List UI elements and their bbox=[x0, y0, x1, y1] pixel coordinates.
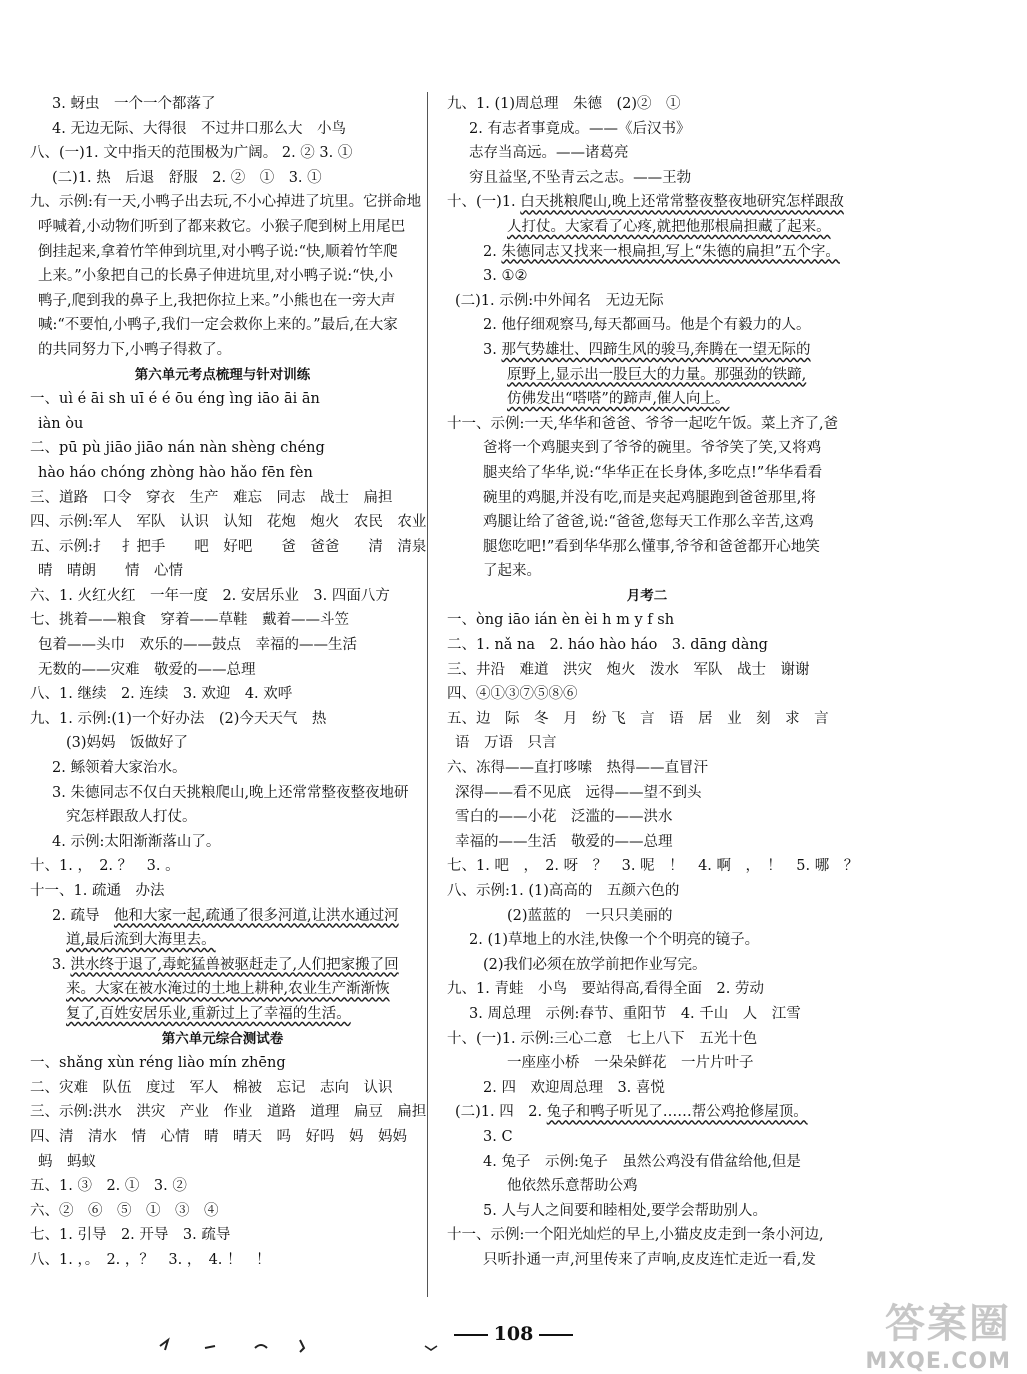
answer-line: 二、1. nǎ na 2. háo hào háo 3. dāng dàng bbox=[447, 637, 768, 654]
answer-line: 十一、1. 疏通 办法 bbox=[30, 883, 165, 899]
answer-line: 八、1. 继续 2. 连续 3. 欢迎 4. 欢呼 bbox=[30, 686, 293, 703]
watermark bbox=[865, 1292, 1011, 1374]
answer-line: 上来。”小象把自己的长鼻子伸进坑里,对小鸭子说:“快,小 bbox=[38, 268, 394, 285]
answer-line: 七、1. 吧 ， 2. 呀 ？ 3. 呢 ！ 4. 啊 ， ！ 5. 哪 ？ bbox=[447, 858, 859, 875]
answer-line: 一、òng iāo ián èn èi h m y f sh bbox=[447, 612, 675, 629]
answer-line: 七、挑着——粮食 穿着——草鞋 戴着——斗笠 bbox=[30, 612, 349, 629]
answer-line bbox=[447, 387, 847, 412]
answer-line: 3. 周总理 示例:春节、重阳节 4. 千山 人 江雪 bbox=[469, 1005, 801, 1022]
answer-line: 2. 朱德同志又找来一根扁担,写上“朱德的扁担”五个字。 bbox=[483, 243, 840, 260]
answer-line bbox=[447, 215, 847, 240]
answer-line: 四、④①③⑦⑤⑧⑥ bbox=[447, 686, 578, 703]
answer-line bbox=[30, 977, 415, 1002]
underlined-text: 原野上,显示出一股巨大的力量。那强劲的铁蹄, bbox=[507, 366, 807, 383]
answer-line: 三、井沿 难道 洪灾 炮火 泼水 军队 战士 谢谢 bbox=[447, 661, 810, 678]
answer-line: 2. 有志者事竟成。——《后汉书》 bbox=[469, 120, 691, 137]
answer-line: iàn òu bbox=[38, 415, 84, 432]
underlined-text: 白天挑粮爬山,晚上还常常整夜整夜地研究怎样跟敌 bbox=[520, 194, 844, 211]
underlined-text: 复了,百姓安居乐业,重新过上了幸福的生活。 bbox=[66, 1005, 351, 1022]
section-heading: 第六单元综合测试卷 bbox=[161, 1030, 284, 1047]
answer-line: 十、(一)1. 白天挑粮爬山,晚上还常常整夜整夜地研究怎样跟敌 bbox=[447, 194, 844, 211]
answer-line: 鸭子,爬到我的鼻子上,我把你拉上来。”小熊也在一旁大声 bbox=[38, 292, 396, 309]
answer-line: 鸡腿让给了爸爸,说:“爸爸,您每天工作那么辛苦,这鸡 bbox=[483, 514, 814, 531]
answer-line: 一、uì é āi sh uī é é ōu éng ìng iāo āi ān bbox=[30, 391, 320, 408]
answer-line: 雪白的——小花 泛滥的——洪水 bbox=[455, 809, 673, 826]
underlined-text: 兔子和鸭子听见了……帮公鸡抢修屋顶。 bbox=[546, 1104, 808, 1121]
answer-line: 幸福的——生活 敬爱的——总理 bbox=[455, 833, 673, 850]
answer-line: 三、示例:洪水 洪灾 产业 作业 道路 道理 扁豆 扁担 bbox=[30, 1104, 427, 1121]
answer-line: 五、边 际 冬 月 纷 飞 言 语 居 业 刻 求 言 bbox=[447, 710, 829, 727]
answer-line: 四、示例:军人 军队 认识 认知 花炮 炮火 农民 农业 bbox=[30, 514, 427, 531]
answer-line: 十一、示例:一个阳光灿烂的早上,小猫皮皮走到一条小河边, bbox=[447, 1227, 824, 1244]
answer-line: 3. 那气势雄壮、四蹄生风的骏马,奔腾在一望无际的 bbox=[483, 341, 811, 358]
answer-line: 究怎样跟敌人打仗。 bbox=[66, 809, 197, 826]
answer-line: 八、1. ，。 2. ，？ 3. ， 4. ！ ！ bbox=[30, 1251, 271, 1268]
answer-line: 九、1. (1)周总理 朱德 (2)② ① bbox=[447, 96, 681, 112]
answer-line: 腿夹给了华华,说:“华华正在长身体,多吃点!”华华看看 bbox=[483, 464, 823, 481]
section-heading: 月考二 bbox=[626, 587, 668, 604]
answer-line: 他依然乐意帮助公鸡 bbox=[507, 1178, 638, 1195]
watermark-logo: 答案圈 bbox=[885, 1301, 1011, 1347]
answer-line: 一、shǎng xùn réng liào mín zhēng bbox=[30, 1055, 286, 1072]
answer-line: 蚂 蚂蚁 bbox=[38, 1153, 96, 1170]
answer-line: 喊:“不要怕,小鸭子,我们一定会救你上来的。”最后,在大家 bbox=[38, 317, 398, 334]
answer-line: 4. 无边无际、大得很 不过井口那么大 小鸟 bbox=[52, 120, 346, 137]
answer-line: 无数的——灾难 敬爱的——总理 bbox=[38, 661, 256, 678]
answer-line: 一座座小桥 一朵朵鲜花 一片片叶子 bbox=[507, 1055, 754, 1072]
answer-line: 六、1. 火红火红 一年一度 2. 安居乐业 3. 四面八方 bbox=[30, 587, 390, 604]
answer-line: 深得——看不见底 远得——望不到头 bbox=[455, 784, 702, 801]
answer-line: 五、示例:扌 扌把手 吧 好吧 爸 爸爸 清 清泉 bbox=[30, 538, 427, 555]
answer-line: 九、1. 青蛙 小鸟 要站得高,看得全面 2. 劳动 bbox=[447, 981, 764, 998]
answer-line: 碗里的鸡腿,并没有吃,而是夹起鸡腿跑到爸爸那里,将 bbox=[483, 489, 816, 506]
answer-line: (二)1. 示例:中外闻名 无边无际 bbox=[455, 292, 664, 309]
answer-line: 2. (1)草地上的水洼,快像一个个明亮的镜子。 bbox=[469, 932, 760, 949]
underlined-text: 人打仗。大家看了心疼,就把他那根扁担藏了起来。 bbox=[507, 218, 831, 235]
answer-line: 十、1. ， 2. ？ 3. 。 bbox=[30, 858, 180, 875]
answer-line: 3. ①② bbox=[483, 268, 528, 285]
answer-line: 三、道路 口令 穿衣 生产 难忘 同志 战士 扁担 bbox=[30, 489, 393, 506]
answer-line: 2. 疏导 他和大家一起,疏通了很多河道,让洪水通过河 bbox=[52, 907, 399, 924]
answer-line: 腿您吃吧!”看到华华那么懂事,爷爷和爸爸都开心地笑 bbox=[483, 538, 820, 555]
answer-line: 4. 示例:太阳渐渐落山了。 bbox=[52, 833, 221, 850]
answer-line: (二)1. 四 2. 兔子和鸭子听见了……帮公鸡抢修屋顶。 bbox=[455, 1104, 808, 1121]
answer-line: 包着——头巾 欢乐的——鼓点 幸福的——生活 bbox=[38, 637, 357, 654]
answer-line: 2. 四 欢迎周总理 3. 喜悦 bbox=[483, 1079, 665, 1096]
scan-artifact bbox=[120, 1336, 460, 1356]
answer-line: 倒挂起来,拿着竹竿伸到坑里,对小鸭子说:“快,顺着竹竿爬 bbox=[38, 243, 398, 260]
answer-line: 穷且益坚,不坠青云之志。——王勃 bbox=[469, 169, 692, 186]
answer-line: (2)我们必须在放学前把作业写完。 bbox=[483, 956, 707, 973]
answer-line: 九、示例:有一天,小鸭子出去玩,不小心掉进了坑里。它拼命地 bbox=[30, 194, 422, 211]
answer-line: 2. 他仔细观察马,每天都画马。他是个有毅力的人。 bbox=[483, 317, 811, 334]
answer-line: 4. 兔子 示例:兔子 虽然公鸡没有借盆给他,但是 bbox=[483, 1153, 801, 1170]
answer-line: 3. 蚜虫 一个一个都落了 bbox=[52, 96, 216, 112]
answer-line: 四、清 清水 情 心情 晴 晴天 吗 好吗 妈 妈妈 bbox=[30, 1128, 407, 1145]
answer-line bbox=[30, 1002, 415, 1027]
answer-line: 只听扑通一声,河里传来了声响,皮皮连忙走近一看,发 bbox=[483, 1251, 816, 1268]
answer-line bbox=[30, 928, 415, 953]
answer-line bbox=[447, 363, 847, 388]
answer-line: 八、示例:1. (1)高高的 五颜六色的 bbox=[447, 883, 680, 899]
underlined-text: 他和大家一起,疏通了很多河道,让洪水通过河 bbox=[113, 907, 399, 924]
column-divider bbox=[427, 92, 428, 1297]
answer-line: 3. 洪水终于退了,毒蛇猛兽被驱赶走了,人们把家搬了回 bbox=[52, 956, 399, 973]
answer-line: 了起来。 bbox=[483, 563, 541, 580]
section-heading: 第六单元考点梳理与针对训练 bbox=[134, 366, 311, 383]
answer-line: 八、(一)1. 文中指天的范围极为广阔。 2. ② 3. ① bbox=[30, 145, 353, 162]
underlined-text: 道,最后流到大海里去。 bbox=[66, 932, 216, 949]
answer-line: 志存当高远。——诸葛亮 bbox=[469, 145, 629, 162]
answer-line: 呼喊着,小动物们听到了都来救它。小猴子爬到树上用尾巴 bbox=[38, 218, 406, 235]
answer-line: 2. 鲧领着大家治水。 bbox=[52, 760, 187, 777]
underlined-text: 洪水终于退了,毒蛇猛兽被驱赶走了,人们把家搬了回 bbox=[70, 956, 399, 973]
watermark-url: MXQE.COM bbox=[865, 1349, 1011, 1374]
answer-line: 晴 晴朗 情 心情 bbox=[38, 563, 183, 580]
left-column bbox=[30, 92, 427, 1273]
underlined-text: 朱德同志又找来一根扁担,写上“朱德的扁担”五个字。 bbox=[501, 243, 840, 260]
answer-line: 语 万语 只言 bbox=[455, 735, 557, 752]
answer-line: 二、灾难 队伍 度过 军人 棉被 忘记 志向 认识 bbox=[30, 1079, 393, 1096]
answer-line: 六、冻得——直打哆嗦 热得——直冒汗 bbox=[447, 760, 708, 777]
page-number-text: 108 bbox=[493, 1323, 534, 1345]
answer-line: 七、1. 引导 2. 开导 3. 疏导 bbox=[30, 1227, 231, 1244]
answer-line: hào háo chóng zhòng hào hǎo fēn fèn bbox=[38, 464, 313, 481]
underlined-text: 仿佛发出“嗒嗒”的蹄声,催人向上。 bbox=[507, 391, 730, 408]
page-number-dash-right bbox=[539, 1334, 573, 1336]
answer-line: 九、1. 示例:(1)一个好办法 (2)今天天气 热 bbox=[30, 710, 327, 727]
answer-line: 二、pū pù jiāo jiāo nán nàn shèng chéng bbox=[30, 440, 325, 457]
answer-line: 爸将一个鸡腿夹到了爷爷的碗里。爷爷笑了笑,又将鸡 bbox=[483, 440, 822, 457]
answer-line: 5. 人与人之间要和睦相处,要学会帮助别人。 bbox=[483, 1202, 768, 1219]
answer-line: (2)蓝蓝的 一只只美丽的 bbox=[507, 907, 673, 924]
answer-line: 的共同努力下,小鸭子得救了。 bbox=[38, 341, 232, 358]
answer-line: 六、② ⑥ ⑤ ① ③ ④ bbox=[30, 1202, 219, 1219]
right-column bbox=[447, 92, 859, 1273]
underlined-text: 来。大家在被水淹过的土地上耕种,农业生产渐渐恢 bbox=[66, 981, 390, 998]
underlined-text: 那气势雄壮、四蹄生风的骏马,奔腾在一望无际的 bbox=[501, 341, 811, 358]
answer-line: (3)妈妈 饭做好了 bbox=[66, 735, 189, 752]
answer-line: 3. 朱德同志不仅白天挑粮爬山,晚上还常常整夜整夜地研 bbox=[52, 784, 409, 801]
answer-line: 十一、示例:一天,华华和爸爸、爷爷一起吃午饭。菜上齐了,爸 bbox=[447, 415, 839, 432]
answer-line: 五、1. ③ 2. ① 3. ② bbox=[30, 1178, 187, 1195]
answer-line: 十、(一)1. 示例:三心二意 七上八下 五光十色 bbox=[447, 1030, 758, 1047]
answer-line: 3. C bbox=[483, 1128, 513, 1145]
answer-line: (二)1. 热 后退 舒服 2. ② ① 3. ① bbox=[52, 169, 322, 186]
